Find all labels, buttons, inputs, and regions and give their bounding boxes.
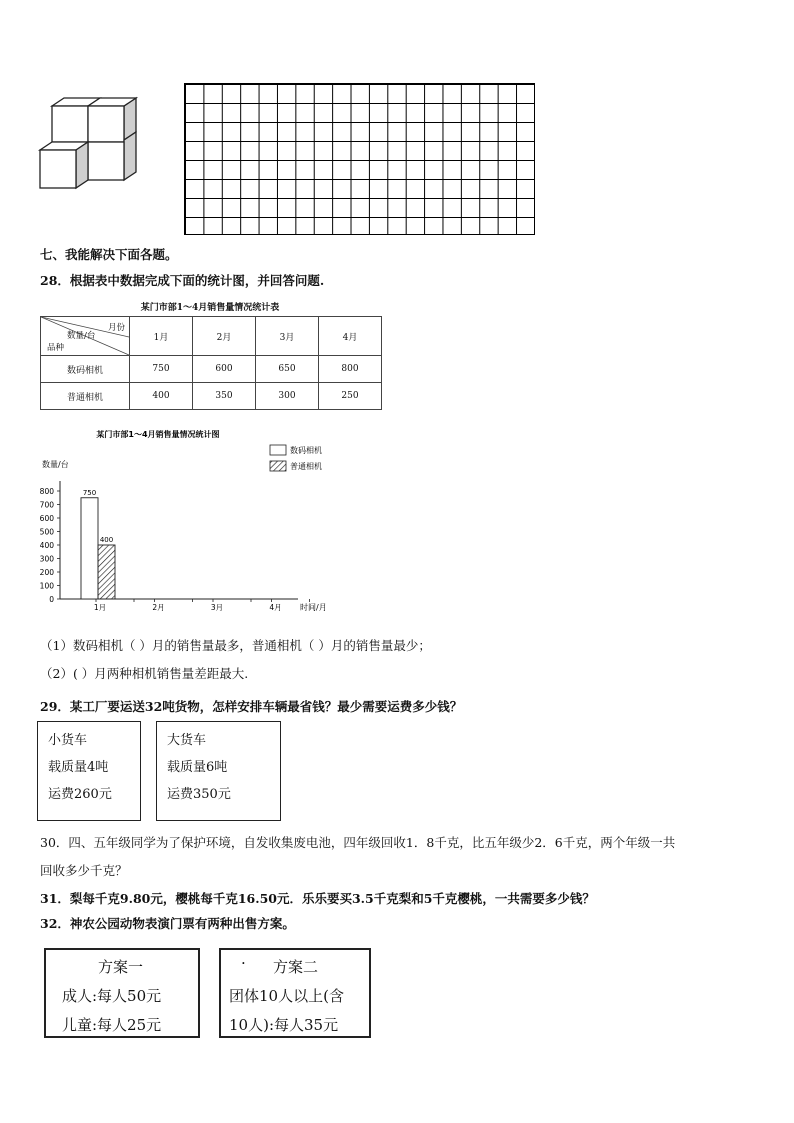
x-tick-label: 4月 bbox=[269, 603, 282, 612]
small-truck-fee: 运费260元 bbox=[48, 787, 112, 802]
question-30-line-1: 30．四、五年级同学为了保护环境，自发收集废电池，四年级回收1．8千克，比五年级少2．6千克，两个年级一共 bbox=[40, 835, 676, 850]
plan-one-child: 儿童:每人25元 bbox=[62, 1016, 162, 1034]
col-header: 2月 bbox=[193, 317, 256, 356]
col-header: 4月 bbox=[319, 317, 382, 356]
bar-data-label: 750 bbox=[82, 488, 97, 497]
x-tick-label: 1月 bbox=[93, 603, 107, 612]
y-tick-label: 0 bbox=[49, 595, 54, 604]
y-tick-label: 700 bbox=[39, 500, 54, 510]
y-axis-label: 数量/台 bbox=[42, 460, 69, 469]
col-header: 1月 bbox=[130, 317, 193, 356]
y-tick-label: 300 bbox=[39, 554, 54, 564]
x-axis-label: 时间/月 bbox=[300, 603, 327, 612]
cell: 350 bbox=[193, 383, 256, 410]
plan-one-adult: 成人:每人50元 bbox=[62, 987, 162, 1005]
y-tick-label: 800 bbox=[39, 487, 54, 496]
chart-title: 某门市部1～4月销售量情况统计图 bbox=[96, 430, 220, 439]
section-title: 七、我能解决下面各题。 bbox=[40, 247, 178, 262]
plan-two-title: 方案二 bbox=[273, 958, 319, 976]
plan-one-title: 方案一 bbox=[98, 958, 144, 976]
y-tick-label: 500 bbox=[39, 527, 54, 537]
cube-stack-figure bbox=[36, 94, 140, 190]
cell: 800 bbox=[319, 356, 382, 383]
cell: 250 bbox=[319, 383, 382, 410]
big-truck-name: 大货车 bbox=[167, 733, 207, 748]
x-tick-label: 3月 bbox=[210, 603, 224, 612]
plan-two-box bbox=[219, 948, 371, 1038]
legend-label-digital: 数码相机 bbox=[290, 446, 322, 455]
cell: 300 bbox=[256, 383, 319, 410]
question-32: 32．神农公园动物表演门票有两种出售方案。 bbox=[40, 916, 295, 931]
question-31: 31．梨每千克9.80元，樱桃每千克16.50元．乐乐要买3.5千克梨和5千克樱桃，一共需要多少钱？ bbox=[40, 891, 595, 906]
plan-one-box bbox=[44, 948, 200, 1038]
sales-bar-chart bbox=[36, 425, 346, 615]
row-name: 数码相机 bbox=[41, 356, 130, 383]
cell: 650 bbox=[256, 356, 319, 383]
header-kind: 品种 bbox=[47, 343, 65, 353]
big-truck-fee: 运费350元 bbox=[167, 787, 231, 802]
y-tick-label: 600 bbox=[39, 514, 54, 523]
table-row bbox=[41, 356, 382, 383]
legend-swatch-ordinary bbox=[270, 461, 286, 471]
bar-digital-camera bbox=[81, 498, 98, 599]
row-name: 普通相机 bbox=[41, 383, 130, 410]
big-truck-load: 载质量6吨 bbox=[167, 760, 228, 775]
plan-two-line-2: 10人):每人35元 bbox=[229, 1016, 339, 1034]
big-truck-box bbox=[156, 721, 281, 821]
table-row bbox=[41, 383, 382, 410]
small-truck-load: 载质量4吨 bbox=[48, 760, 109, 775]
small-truck-name: 小货车 bbox=[48, 733, 88, 748]
bar-data-label: 400 bbox=[99, 536, 114, 544]
small-truck-box bbox=[37, 721, 141, 821]
table-title: 某门市部1～4月销售量情况统计表 bbox=[140, 303, 280, 313]
cell: 600 bbox=[193, 356, 256, 383]
question-28-part-1: （1）数码相机（ ）月的销售量最多，普通相机（ ）月的销售量最少； bbox=[40, 638, 431, 653]
grid-paper bbox=[184, 83, 535, 235]
y-tick-label: 400 bbox=[39, 541, 54, 550]
header-qty: 数量/台 bbox=[67, 331, 96, 341]
header-month: 月份 bbox=[107, 323, 125, 333]
y-tick-label: 200 bbox=[39, 568, 54, 577]
plan-two-mark: · bbox=[241, 954, 246, 972]
question-29: 29．某工厂要运送32吨货物，怎样安排车辆最省钱？最少需要运费多少钱？ bbox=[40, 699, 463, 714]
plan-two-line-1: 团体10人以上(含 bbox=[229, 987, 344, 1005]
x-tick-label: 2月 bbox=[152, 603, 165, 612]
question-28: 28．根据表中数据完成下面的统计图，并回答问题. bbox=[40, 273, 325, 288]
legend-swatch-digital bbox=[270, 445, 286, 455]
col-header: 3月 bbox=[256, 317, 319, 356]
question-30-line-2: 回收多少千克？ bbox=[40, 863, 128, 878]
bar-ordinary-camera bbox=[98, 545, 115, 599]
y-tick-label: 100 bbox=[39, 581, 54, 591]
legend-label-ordinary: 普通相机 bbox=[290, 462, 322, 471]
sales-table bbox=[40, 316, 382, 410]
table-header-diagonal bbox=[41, 317, 130, 356]
cell: 750 bbox=[130, 356, 193, 383]
cell: 400 bbox=[130, 383, 193, 410]
question-28-part-2: （2）( ）月两种相机销售量差距最大. bbox=[40, 666, 249, 681]
